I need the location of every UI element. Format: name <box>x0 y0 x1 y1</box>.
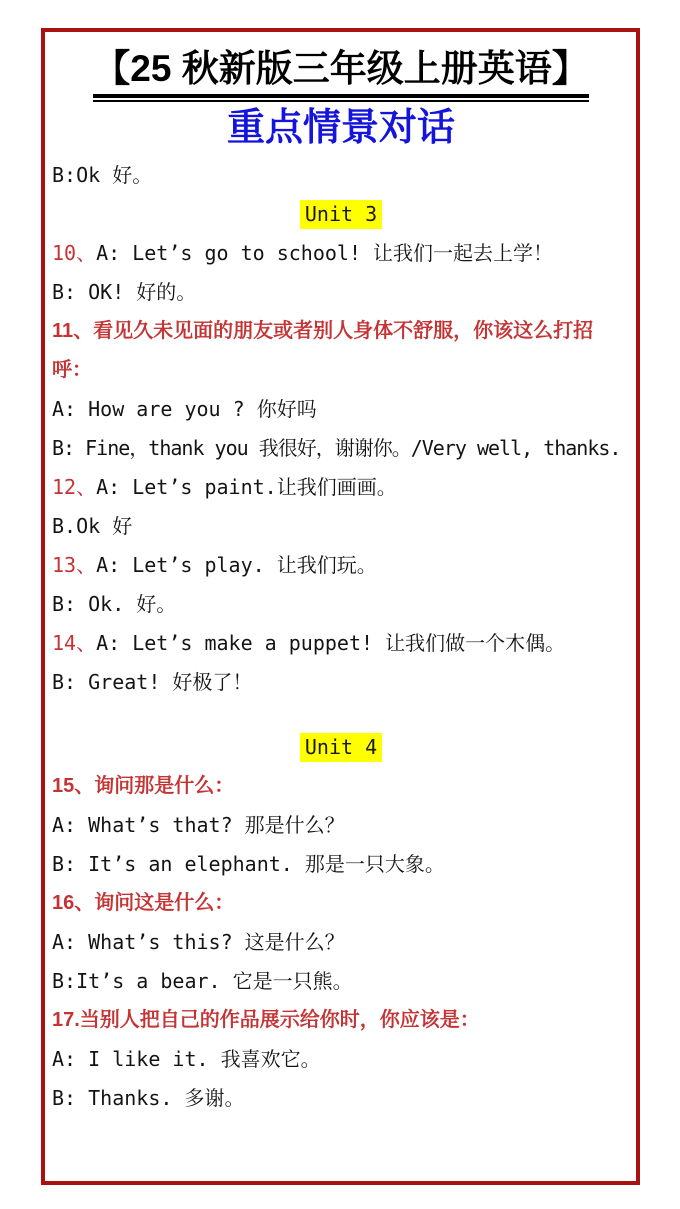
dialogue-line: B:Ok 好。 <box>52 163 153 187</box>
section-heading: 17.当别人把自己的作品展示给你时，你应该是： <box>52 1009 480 1031</box>
dialogue-text: A: Let’s play. 让我们玩。 <box>96 553 377 577</box>
dialogue-line: A: What’s this? 这是什么？ <box>52 930 345 954</box>
dialogue-line <box>52 468 630 507</box>
dialogue-body <box>52 156 630 1118</box>
dialogue-text: A: Let’s make a puppet! 让我们做一个木偶。 <box>96 631 566 655</box>
section-heading: 11、看见久未见面的朋友或者别人身体不舒服，你该这么打招呼： <box>52 320 594 381</box>
title-double-underline: 【25 秋新版三年级上册英语】 <box>93 46 588 102</box>
unit-heading-3 <box>52 195 630 234</box>
dialogue-line <box>52 546 630 585</box>
subtitle: 重点情景对话 <box>226 107 455 149</box>
main-title <box>52 46 630 102</box>
dialogue-line: B: OK! 好的。 <box>52 280 197 304</box>
dialogue-line <box>52 624 630 663</box>
dialogue-line: B: It’s an elephant. 那是一只大象。 <box>52 852 445 876</box>
dialogue-line: A: What’s that? 那是什么？ <box>52 813 345 837</box>
unit-heading-highlight: Unit 4 <box>300 733 382 762</box>
dialogue-line: B.Ok 好 <box>52 514 133 538</box>
dialogue-line: B:It’s a bear. 它是一只熊。 <box>52 969 353 993</box>
dialogue-line: B: Fine，thank you 我很好，谢谢你。/Very well, thanks. <box>52 436 621 460</box>
dialogue-text: A: Let’s go to school! 让我们一起去上学！ <box>96 241 554 265</box>
dialogue-line: A: I like it. 我喜欢它。 <box>52 1047 321 1071</box>
dialogue-line: A: How are you ? 你好吗 <box>52 397 317 421</box>
dialogue-line: B: Great! 好极了！ <box>52 670 253 694</box>
dialogue-text: A: Let’s paint.让我们画画。 <box>96 475 397 499</box>
unit-heading-4 <box>52 728 630 767</box>
unit-heading-highlight: Unit 3 <box>300 200 382 229</box>
section-heading: 16、询问这是什么： <box>52 892 235 914</box>
section-heading: 15、询问那是什么： <box>52 775 235 797</box>
page-border <box>41 28 640 1185</box>
dialogue-line <box>52 234 630 273</box>
line-number: 14、 <box>52 631 97 655</box>
dialogue-line: B: Ok. 好。 <box>52 592 177 616</box>
line-number: 12、 <box>52 475 97 499</box>
dialogue-line: B: Thanks. 多谢。 <box>52 1086 245 1110</box>
line-number: 13、 <box>52 553 97 577</box>
line-number: 10、 <box>52 241 97 265</box>
